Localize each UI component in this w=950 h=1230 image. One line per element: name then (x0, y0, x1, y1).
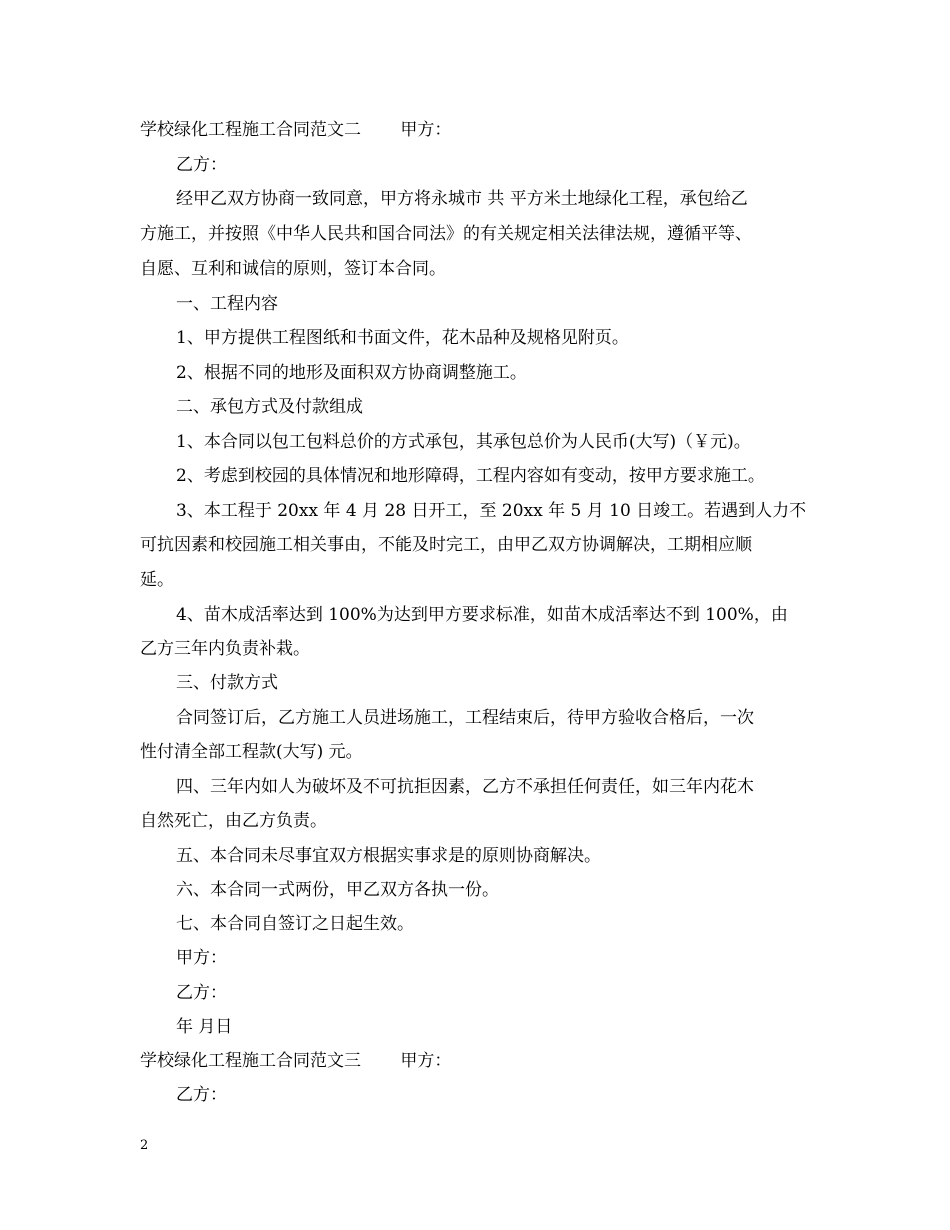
section-3-title: 三、付款方式 (176, 673, 278, 693)
section-2-item-3-line: 3、本工程于 20xx 年 4 月 28 日开工，至 20xx 年 5 月 10 日竣工。若遇到人力不 (176, 501, 807, 521)
section-3-body-line: 性付清全部工程款(大写) 元。 (140, 742, 363, 762)
contract-heading-2: 学校绿化工程施工合同范文二 甲方： (140, 120, 452, 140)
intro-line: 经甲乙双方协商一致同意，甲方将永城市 共 平方米土地绿化工程，承包给乙 (176, 189, 748, 209)
section-1-item: 1、甲方提供工程图纸和书面文件，花木品种及规格见附页。 (176, 328, 629, 348)
section-2-item-3-line: 延。 (140, 570, 174, 590)
signature-party-a: 甲方： (176, 948, 227, 968)
intro-line: 方施工，并按照《中华人民共和国合同法》的有关规定相关法律法规，遵循平等、 (140, 224, 752, 244)
section-3-body-line: 合同签订后，乙方施工人员进场施工，工程结束后，待甲方验收合格后，一次 (176, 708, 754, 728)
section-2-title: 二、承包方式及付款组成 (176, 397, 363, 417)
section-2-item-4-line: 4、苗木成活率达到 100%为达到甲方要求标准，如苗木成活率达不到 100%，由 (176, 605, 788, 625)
signature-date: 年 月日 (176, 1017, 233, 1037)
section-7: 七、本合同自签订之日起生效。 (176, 914, 414, 934)
party-b-label: 乙方： (176, 1085, 227, 1105)
section-6: 六、本合同一式两份，甲乙双方各执一份。 (176, 880, 499, 900)
section-2-item: 1、本合同以包工包料总价的方式承包，其承包总价为人民币(大写)（￥元)。 (176, 432, 751, 452)
section-4-line: 四、三年内如人为破坏及不可抗拒因素，乙方不承担任何责任，如三年内花木 (176, 777, 754, 797)
section-2-item-4-line: 乙方三年内负责补栽。 (140, 639, 310, 659)
section-2-item-3-line: 可抗因素和校园施工相关事由，不能及时完工，由甲乙双方协调解决，工期相应顺 (140, 535, 752, 555)
section-2-item: 2、考虑到校园的具体情况和地形障碍，工程内容如有变动，按甲方要求施工。 (176, 466, 765, 486)
section-5: 五、本合同未尽事宜双方根据实事求是的原则协商解决。 (176, 846, 601, 866)
page-number: 2 (140, 1138, 149, 1153)
section-4-line: 自然死亡，由乙方负责。 (140, 811, 327, 831)
section-1-title: 一、工程内容 (176, 294, 278, 314)
party-b-label: 乙方： (176, 155, 227, 175)
contract-heading-3: 学校绿化工程施工合同范文三 甲方： (140, 1051, 452, 1071)
intro-line: 自愿、互利和诚信的原则，签订本合同。 (140, 259, 446, 279)
signature-party-b: 乙方： (176, 983, 227, 1003)
section-1-item: 2、根据不同的地形及面积双方协商调整施工。 (176, 363, 527, 383)
